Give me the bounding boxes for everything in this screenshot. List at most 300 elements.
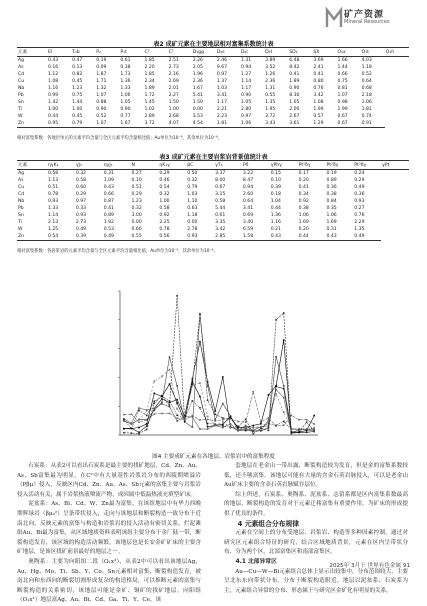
data-point — [214, 425, 216, 427]
value-cell: 0.76 — [354, 213, 365, 218]
value-cell: 0.43 — [103, 185, 114, 190]
data-point — [138, 422, 140, 424]
table-row — [17, 177, 409, 184]
data-point — [313, 427, 315, 429]
value-cell: 1.17 — [216, 100, 228, 105]
value-cell: 0.29 — [131, 192, 142, 197]
value-cell: 0.38 — [326, 192, 337, 197]
element-cell: Sn — [18, 100, 24, 105]
value-cell: 1.50 — [168, 100, 179, 105]
data-point — [131, 413, 133, 415]
data-point — [169, 413, 171, 415]
value-cell: 2.29 — [354, 220, 365, 225]
element-cell: Sn — [18, 213, 24, 218]
value-cell: 0.60 — [75, 185, 87, 190]
column-header: γJ₃ — [75, 161, 103, 170]
value-cell: 0.98 — [337, 100, 348, 105]
value-cell: 0.47 — [72, 58, 83, 63]
value-cell: 2.69 — [168, 79, 179, 84]
value-cell: 0.90 — [120, 107, 131, 112]
data-point — [283, 312, 285, 314]
data-point — [283, 339, 285, 341]
value-cell: 0.13 — [72, 65, 83, 70]
value-cell: 0.75 — [72, 93, 83, 98]
column-header: 元素 — [17, 161, 47, 170]
value-cell: 0.80 — [313, 79, 324, 84]
value-cell: 4.07 — [168, 120, 192, 128]
value-cell: 9.67 — [216, 65, 228, 70]
data-point — [161, 403, 163, 405]
value-cell: 0.51 — [131, 185, 142, 190]
data-point — [176, 402, 178, 404]
data-point — [283, 397, 285, 399]
value-cell: 0.56 — [158, 233, 186, 241]
value-cell: 0.51 — [48, 185, 59, 190]
column-header: D₂l — [240, 48, 264, 57]
data-point — [222, 424, 224, 426]
value-cell: 1.07 — [95, 120, 119, 128]
data-point — [252, 425, 254, 427]
value-cell: 0.93 — [75, 213, 87, 218]
data-point — [207, 419, 209, 421]
value-cell: 1.81 — [216, 120, 240, 128]
value-cell: 1.26 — [265, 72, 276, 77]
data-point — [207, 426, 209, 428]
data-point — [313, 415, 315, 417]
column-header: T₃b — [71, 48, 95, 57]
table-row — [17, 170, 409, 178]
data-point — [291, 428, 293, 430]
column-header: γPhγ — [270, 161, 298, 170]
value-cell: 0.32 — [131, 206, 142, 211]
data-point — [313, 423, 315, 425]
element-cell: W — [18, 114, 23, 119]
value-cell: 0.24 — [354, 171, 365, 176]
data-point — [169, 356, 171, 358]
data-point — [207, 428, 209, 430]
data-point — [237, 427, 239, 429]
value-cell: 0.35 — [326, 206, 337, 211]
value-cell: 0.69 — [242, 213, 254, 218]
value-cell: 0.41 — [103, 206, 114, 211]
value-cell: 0.32 — [187, 178, 198, 183]
value-cell: 0.68 — [361, 86, 372, 91]
value-cell: 2.36 — [192, 79, 203, 84]
column-header: D₃s — [216, 48, 240, 57]
table-row — [17, 99, 409, 106]
data-point — [169, 369, 171, 371]
data-point — [268, 394, 270, 396]
column-header: ηγK₁ — [47, 161, 75, 170]
value-cell: 1.29 — [312, 120, 336, 128]
value-cell: 8.36 — [289, 93, 300, 98]
value-cell: 0.33 — [75, 206, 87, 211]
value-cell: 1.35 — [354, 227, 365, 232]
data-point — [306, 428, 308, 430]
value-cell: 1.18 — [187, 213, 198, 218]
data-point — [313, 430, 315, 432]
value-cell: 4.54 — [192, 120, 216, 128]
data-point — [283, 424, 285, 426]
value-cell: 1.96 — [192, 72, 203, 77]
value-cell: 1.03 — [187, 192, 198, 197]
data-point — [169, 383, 171, 385]
data-point — [275, 393, 277, 395]
value-cell: 0.64 — [361, 79, 372, 84]
data-point — [192, 381, 194, 383]
column-header: C¹ — [168, 48, 192, 57]
value-cell: 3.42 — [215, 227, 226, 232]
value-cell: 0.58 — [75, 178, 87, 183]
table-row — [17, 64, 409, 71]
data-point — [230, 423, 232, 425]
value-cell: 1.44 — [72, 100, 83, 105]
value-cell: 1.71 — [96, 79, 107, 84]
column-header: El — [47, 48, 71, 57]
data-point — [153, 409, 155, 411]
data-point — [291, 415, 293, 417]
data-point — [245, 430, 247, 432]
data-point — [146, 425, 148, 427]
value-cell: 0.63 — [187, 206, 198, 211]
data-point — [245, 421, 247, 423]
value-cell: 0.88 — [96, 100, 107, 105]
value-cell: 1.00 — [72, 107, 83, 112]
value-cell: 0.97 — [75, 199, 87, 204]
value-cell: 0.92 — [159, 213, 170, 218]
value-cell: 1.89 — [144, 86, 155, 91]
data-point — [199, 419, 201, 421]
value-cell: 0.10 — [131, 178, 142, 183]
data-point — [207, 385, 209, 387]
value-cell: 2.46 — [216, 58, 228, 63]
value-cell: 0.93 — [186, 233, 214, 241]
data-point — [245, 425, 247, 427]
value-cell: 2.01 — [168, 86, 179, 91]
table-3-caption: 表3 成矿元素在主要岩浆岩背景值统计表 — [159, 154, 268, 161]
element-cell: Ag — [18, 58, 25, 63]
value-cell: 1.66 — [337, 58, 348, 63]
value-cell: 0.20 — [298, 178, 309, 183]
data-point — [192, 415, 194, 417]
value-cell: 0.64 — [242, 199, 254, 204]
element-cell: Nb — [18, 199, 25, 204]
column-header: N — [131, 161, 159, 170]
value-cell: 0.00 — [187, 220, 198, 225]
value-cell: 2.05 — [192, 65, 203, 70]
data-point — [176, 417, 178, 419]
table-row — [17, 85, 409, 92]
element-cell: As — [18, 65, 24, 70]
data-point — [138, 407, 140, 409]
table-row — [17, 191, 409, 198]
value-cell: 0.44 — [270, 206, 281, 211]
value-cell: 0.10 — [270, 178, 281, 183]
data-point — [222, 419, 224, 421]
value-cell: 0.17 — [298, 171, 309, 176]
data-point — [169, 406, 171, 408]
value-cell: 1.00 — [168, 107, 179, 112]
value-cell: 0.94 — [241, 65, 252, 70]
value-cell: 0.97 — [216, 72, 228, 77]
data-point — [222, 376, 224, 378]
value-cell: 2.34 — [144, 79, 155, 84]
value-cell: 2.73 — [75, 220, 87, 225]
table-row — [17, 212, 409, 219]
column-header: Pt¹δγ — [298, 161, 326, 170]
value-cell: 1.14 — [241, 79, 252, 84]
value-cell: 6.59 — [242, 227, 254, 232]
value-cell: 1.95 — [265, 107, 276, 112]
data-point — [153, 401, 155, 403]
data-point — [306, 421, 308, 423]
column-header: γPt — [381, 161, 409, 170]
data-point — [153, 393, 155, 395]
value-cell: 0.99 — [48, 93, 59, 98]
data-point — [275, 425, 277, 427]
data-point — [260, 423, 262, 425]
value-cell: 0.58 — [48, 171, 59, 176]
value-cell: 5.44 — [215, 206, 226, 211]
value-cell: 0.75 — [337, 79, 348, 84]
column-header: C² — [144, 48, 168, 57]
value-cell: 2.25 — [159, 220, 170, 225]
logo-m-icon — [326, 8, 342, 28]
element-cell: Nb — [18, 86, 25, 91]
element-cell: Ti — [18, 220, 22, 225]
value-cell: 0.41 — [313, 72, 324, 77]
data-point — [260, 430, 262, 432]
table-header-row — [17, 161, 409, 170]
value-cell: 3.22 — [242, 171, 254, 176]
element-cell: As — [18, 178, 24, 183]
data-point — [161, 376, 163, 378]
data-point — [214, 410, 216, 412]
data-point — [123, 421, 125, 423]
value-cell: 1.23 — [72, 86, 83, 91]
data-point — [245, 427, 247, 429]
value-cell: 1.50 — [192, 100, 203, 105]
paragraph: 石炭系：从表2可以看出石炭系是最主要的找矿地层，Cd、Zn、Au、As、Sb富集最为明显，在C²中有大量基性岩浆岩分布的西陵期喷溢岩（Pβμ）侵入，反映区内Cd、Zn、Au、As、Sb元素的富集主要与岩浆岩侵入活动有关，属于岩浆热液喷流产物，成因属中低温热液充填型矿床。 — [17, 463, 201, 498]
value-cell: 1.33 — [120, 86, 131, 91]
data-point — [298, 419, 300, 421]
value-cell: 0.49 — [354, 185, 365, 190]
column-header: Pt²δγ — [325, 161, 353, 170]
data-point — [184, 419, 186, 421]
value-cell: 0.77 — [120, 114, 131, 119]
value-cell: 0.93 — [48, 199, 59, 204]
value-cell: 1.07 — [337, 93, 348, 98]
value-cell: 1.10 — [187, 199, 198, 204]
value-cell: 0.74 — [361, 114, 372, 119]
data-point — [199, 407, 201, 409]
value-cell: 0.50 — [187, 171, 198, 176]
value-cell: 3.41 — [242, 206, 254, 211]
value-cell: 0.55 — [265, 93, 276, 98]
value-cell: 1.23 — [131, 199, 142, 204]
value-cell: 1.67 — [192, 86, 203, 91]
value-cell: 1.69 — [326, 220, 337, 225]
data-point — [138, 427, 140, 429]
data-point — [146, 415, 148, 417]
table-row — [17, 219, 409, 226]
value-cell: 0.09 — [96, 65, 107, 70]
value-cell: 1.36 — [120, 79, 131, 84]
value-cell: 0.00 — [192, 107, 203, 112]
value-cell: 0.36 — [354, 192, 365, 197]
paragraph: 奥陶系：主要为向阳组二段（O₁x³），从表2中可以看出该地层Ag、Au、Hg、Mo、Ti、Sb、Y、Co、Sn元素相对富集，断裂构造发育，被南北向和东西向的断裂切割形成复杂的构造格局，可以推断元素的富集与断裂构造的关系密切，该地层可能是金矿、铜矿的找矿地层。向阳组（O₁x¹）地层富Ag、Au、Bi、Cd、Ga、Ti、Y、Ce，该 — [17, 558, 201, 604]
data-point — [199, 428, 201, 430]
data-point — [192, 426, 194, 428]
data-point — [298, 428, 300, 430]
value-cell: 1.05 — [289, 100, 300, 105]
data-point — [237, 429, 239, 431]
value-cell: 1.42 — [48, 100, 59, 105]
value-cell: 0.67 — [337, 114, 348, 119]
figure-4-caption: 图4 主要成矿元素在各地层、岩浆岩中的富集程度 — [152, 454, 275, 460]
section-heading: 4 元素组合分布规律 — [237, 519, 300, 528]
table-row — [17, 233, 409, 241]
value-cell: 1.89 — [289, 79, 300, 84]
value-cell: 1.58 — [242, 233, 270, 241]
data-point — [146, 429, 148, 431]
value-cell: 1.07 — [96, 93, 107, 98]
value-cell: 1.99 — [337, 107, 348, 112]
value-cell: 3.72 — [265, 114, 276, 119]
value-cell: 3.43 — [264, 120, 288, 128]
value-cell: 0.38 — [298, 206, 309, 211]
data-point — [138, 410, 140, 412]
paragraph: Au—Cu—W—Bi元素组合总体上显示出较集中，分布范围较大，主要呈北东东向带状分布，分布于断裂构造附近，地层以泥盆系、石炭系为主，元素组合异常的分布、形态属于与研究区金矿化有明显的关系。 — [224, 568, 408, 594]
element-cell: Zn — [17, 120, 47, 128]
data-point — [268, 425, 270, 427]
value-cell: 0.58 — [215, 199, 226, 204]
value-cell: 0.49 — [75, 227, 87, 232]
value-cell: 0.52 — [96, 114, 107, 119]
data-point — [123, 428, 125, 430]
value-cell: 1.06 — [326, 213, 337, 218]
value-cell: 0.81 — [337, 86, 348, 91]
value-cell: 0.49 — [353, 233, 381, 241]
data-point — [176, 295, 178, 297]
table-header-row — [17, 48, 409, 57]
value-cell: 2.13 — [48, 220, 59, 225]
enrichment-line-chart — [112, 285, 322, 445]
value-cell: 1.45 — [144, 100, 155, 105]
table-3 — [17, 160, 409, 241]
data-point — [199, 382, 201, 384]
data-point — [161, 413, 163, 415]
value-cell: 2.89 — [144, 114, 155, 119]
value-cell: 0.67 — [215, 185, 226, 190]
value-cell: 0.45 — [72, 79, 83, 84]
value-cell: 0.29 — [354, 178, 365, 183]
data-point — [138, 419, 140, 421]
data-point — [283, 421, 285, 423]
value-cell: 2.67 — [289, 114, 300, 119]
value-cell: 0.61 — [215, 213, 226, 218]
value-cell: 1.33 — [48, 206, 59, 211]
data-point — [146, 410, 148, 412]
value-cell: 0.82 — [72, 72, 83, 77]
value-cell: 0.43 — [270, 233, 298, 241]
value-cell: 0.54 — [47, 233, 75, 241]
value-cell: 3.89 — [265, 58, 276, 63]
element-cell: Ag — [18, 171, 25, 176]
data-point — [306, 419, 308, 421]
element-cell: Cd — [18, 72, 25, 77]
data-point — [192, 385, 194, 387]
value-cell: 1.85 — [144, 58, 155, 63]
value-cell: 1.06 — [298, 213, 309, 218]
value-cell: 1.16 — [48, 86, 59, 91]
value-cell: 0.76 — [313, 86, 324, 91]
value-cell: 0.29 — [75, 192, 87, 197]
value-cell: 1.13 — [48, 178, 59, 183]
value-cell: 1.08 — [48, 79, 59, 84]
data-point — [153, 408, 155, 410]
left-text-column — [17, 462, 201, 604]
value-cell: 0.31 — [326, 227, 337, 232]
value-cell: 1.99 — [313, 107, 324, 112]
value-cell: 0.92 — [298, 199, 309, 204]
value-cell: 1.87 — [96, 72, 107, 77]
value-cell: 1.25 — [48, 227, 59, 232]
data-point — [222, 425, 224, 427]
series-line — [124, 340, 314, 432]
data-point — [298, 431, 300, 433]
value-cell: 0.29 — [159, 171, 170, 176]
data-point — [252, 433, 254, 435]
column-header: SX — [312, 48, 336, 57]
value-cell: 0.89 — [326, 178, 337, 183]
paragraph: 综上所述，石炭系、奥陶系、泥盆系、志留系都是区内富集系数最高的地层，断裂构造的发育对于元素迁移富集有重要作用，为矿床的形成提供了优良的条件。 — [224, 491, 408, 517]
data-point — [138, 433, 140, 435]
value-cell: 0.18 — [270, 192, 281, 197]
value-cell: 1.72 — [144, 93, 155, 98]
value-cell: 0.21 — [270, 227, 281, 232]
element-cell: Pb — [18, 206, 24, 211]
data-point — [275, 356, 277, 358]
data-point — [176, 414, 178, 416]
value-cell: 1.81 — [361, 107, 372, 112]
value-cell: 0.78 — [48, 192, 59, 197]
data-point — [230, 416, 232, 418]
value-cell: 0.66 — [103, 192, 114, 197]
element-cell: Ti — [18, 107, 22, 112]
value-cell: 2.80 — [241, 107, 252, 112]
value-cell: 8.00 — [215, 178, 226, 183]
value-cell: 0.36 — [326, 185, 337, 190]
data-point — [146, 419, 148, 421]
value-cell: 1.02 — [144, 107, 155, 112]
value-cell: 1.14 — [48, 213, 59, 218]
data-point — [268, 430, 270, 432]
data-point — [138, 431, 140, 433]
value-cell: 0.54 — [159, 185, 170, 190]
series-line — [124, 342, 314, 433]
value-cell: 0.61 — [120, 58, 131, 63]
value-cell: 1.06 — [240, 120, 264, 128]
column-header: P₂ — [95, 48, 119, 57]
value-cell: 0.78 — [159, 227, 170, 232]
value-cell: 0.39 — [75, 233, 103, 241]
value-cell: 1.05 — [120, 100, 131, 105]
data-point — [199, 314, 201, 316]
value-cell: 2.20 — [144, 65, 155, 70]
value-cell: 3.37 — [215, 171, 226, 176]
data-point — [153, 413, 155, 415]
